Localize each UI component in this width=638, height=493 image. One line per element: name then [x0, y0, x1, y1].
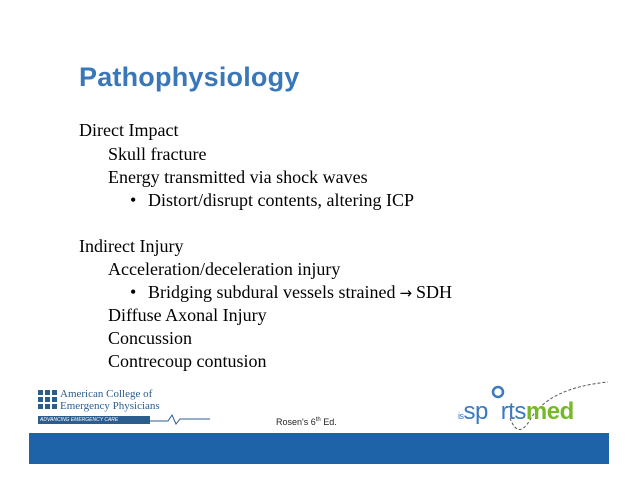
- acep-line1: American College of: [60, 388, 153, 400]
- acep-logo: [38, 388, 213, 432]
- bridging-vessels-subitem: [130, 282, 452, 303]
- isportsmed-logo: [458, 380, 618, 436]
- heartbeat-line-icon: [150, 413, 210, 425]
- acep-tagline: ADVANCING EMERGENCY CARE: [40, 417, 119, 423]
- energy-transmitted-item: Energy transmitted via shock waves: [108, 167, 368, 187]
- bullet-icon: •: [130, 282, 137, 302]
- direct-impact-heading: Direct Impact: [79, 120, 179, 140]
- sports-prefix: is: [458, 411, 464, 421]
- sports-rts: rts: [500, 398, 526, 425]
- concussion-item: Concussion: [108, 328, 193, 348]
- sports-med: med: [525, 398, 574, 425]
- citation-sup: th: [315, 417, 321, 423]
- citation: [276, 417, 337, 427]
- sports-wordmark: [458, 398, 574, 426]
- diffuse-axonal-item: Diffuse Axonal Injury: [108, 305, 267, 325]
- acep-name: [60, 388, 160, 412]
- acceleration-item: Acceleration/deceleration injury: [108, 259, 341, 279]
- citation-edition: Ed.: [320, 417, 337, 427]
- sdh-text: SDH: [416, 282, 453, 302]
- bullet-icon: •: [130, 190, 137, 210]
- skull-fracture-item: Skull fracture: [108, 144, 207, 164]
- slide-title: Pathophysiology: [79, 62, 300, 92]
- distort-disrupt-text: Distort/disrupt contents, altering ICP: [148, 190, 414, 210]
- bridging-vessels-text: Bridging subdural vessels strained: [148, 282, 396, 302]
- sports-sp: sp: [463, 398, 488, 425]
- footer-bar: [29, 433, 609, 464]
- arrow-right-icon: →: [399, 284, 413, 302]
- indirect-injury-heading: Indirect Injury: [79, 236, 184, 256]
- contrecoup-item: Contrecoup contusion: [108, 351, 267, 371]
- distort-disrupt-subitem: [130, 190, 414, 211]
- acep-grid-icon: [38, 390, 58, 414]
- citation-main: Rosen's 6: [276, 417, 316, 427]
- acep-line2: Emergency Physicians: [60, 400, 160, 412]
